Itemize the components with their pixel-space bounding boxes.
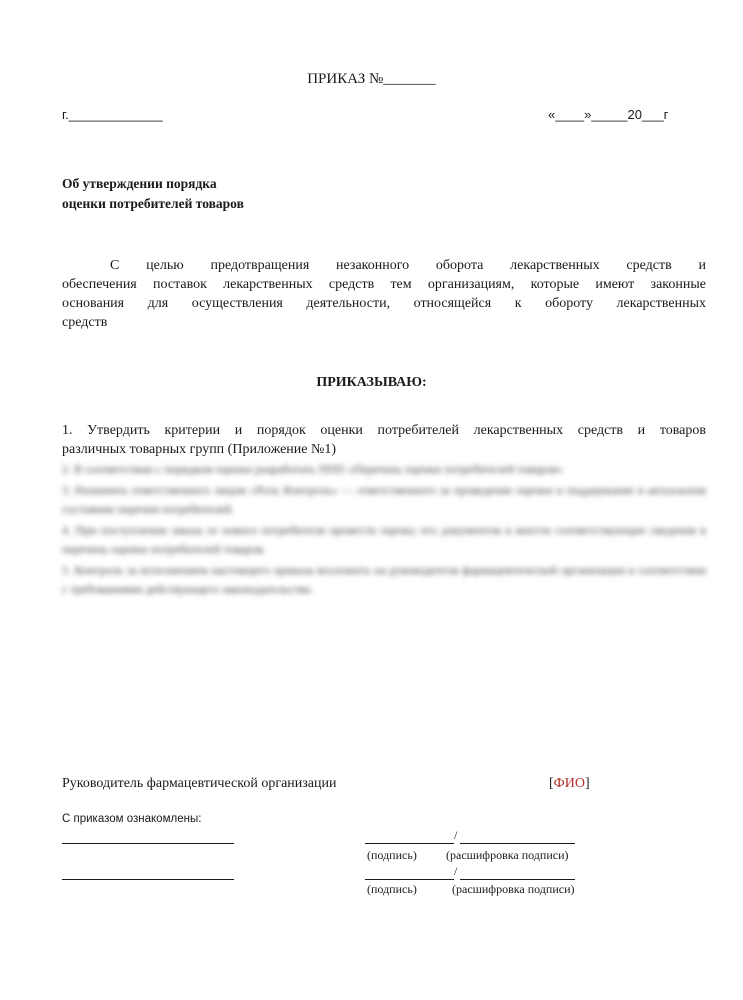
decode-line: [460, 843, 575, 844]
subject-line: оценки потребителей товаров: [62, 196, 244, 211]
fio-name: ФИО: [553, 776, 585, 791]
order-title: ПРИКАЗ №_______: [307, 71, 436, 87]
blurred-item: 3. Назначить ответственного лицом «Роль Контроль» — ответственного за проведение оценки и поддержание в актуальном состоянии перечня потребителей.: [62, 483, 706, 516]
preamble-line: средств: [62, 315, 108, 330]
signature-caption: (подпись): [367, 882, 417, 896]
name-line: [62, 879, 234, 880]
decode-caption: (расшифровка подписи): [446, 848, 569, 862]
order-item-1: [62, 421, 706, 459]
date-field: «____»_____20___г: [548, 107, 669, 122]
preamble-line: С целью предотвращения незаконного оборота лекарственных средств и: [110, 258, 706, 273]
signature-line: [365, 843, 454, 844]
preamble-line: основания для осуществления деятельности, относящейся к обороту лекарственных: [62, 296, 706, 311]
slash: /: [454, 864, 458, 878]
blurred-order-items: [62, 460, 706, 601]
item-line: различных товарных групп (Приложение №1): [62, 442, 336, 457]
decode-line: [460, 879, 575, 880]
head-signature-label: Руководитель фармацевтической организации: [62, 776, 337, 791]
acquainted-label: С приказом ознакомлены:: [62, 813, 202, 825]
blurred-item: 5. Контроль за исполнением настоящего приказа возложить на руководителя фармацевтической организации в соответствии с требованиями действующего законодательства.: [62, 563, 706, 596]
subject-line: Об утверждении порядка: [62, 176, 217, 191]
order-subject: [62, 174, 244, 214]
blurred-item: 2. В соответствии с порядком оценки разработать ППП «Перечень оценки потребителей товаров»: [62, 462, 563, 476]
signature-caption: (подпись): [367, 848, 417, 862]
blurred-item: 4. При поступлении заказа от нового потребителя провести оценку его документов и внести соответствующие сведения в перечень оценки потребителей товаров.: [62, 523, 706, 556]
preamble: [62, 256, 706, 332]
preamble-line: обеспечения поставок лекарственных средств тем организациям, которые имеют законные: [62, 277, 706, 292]
item-line: 1. Утвердить критерии и порядок оценки потребителей лекарственных средств и товаров: [62, 423, 706, 438]
order-heading: ПРИКАЗЫВАЮ:: [316, 375, 427, 390]
name-line: [62, 843, 234, 844]
decode-caption: (расшифровка подписи): [452, 882, 575, 896]
city-field: г._____________: [62, 107, 163, 122]
slash: /: [454, 828, 458, 842]
signature-line: [365, 879, 454, 880]
fio-placeholder: [ФИО]: [549, 776, 590, 791]
